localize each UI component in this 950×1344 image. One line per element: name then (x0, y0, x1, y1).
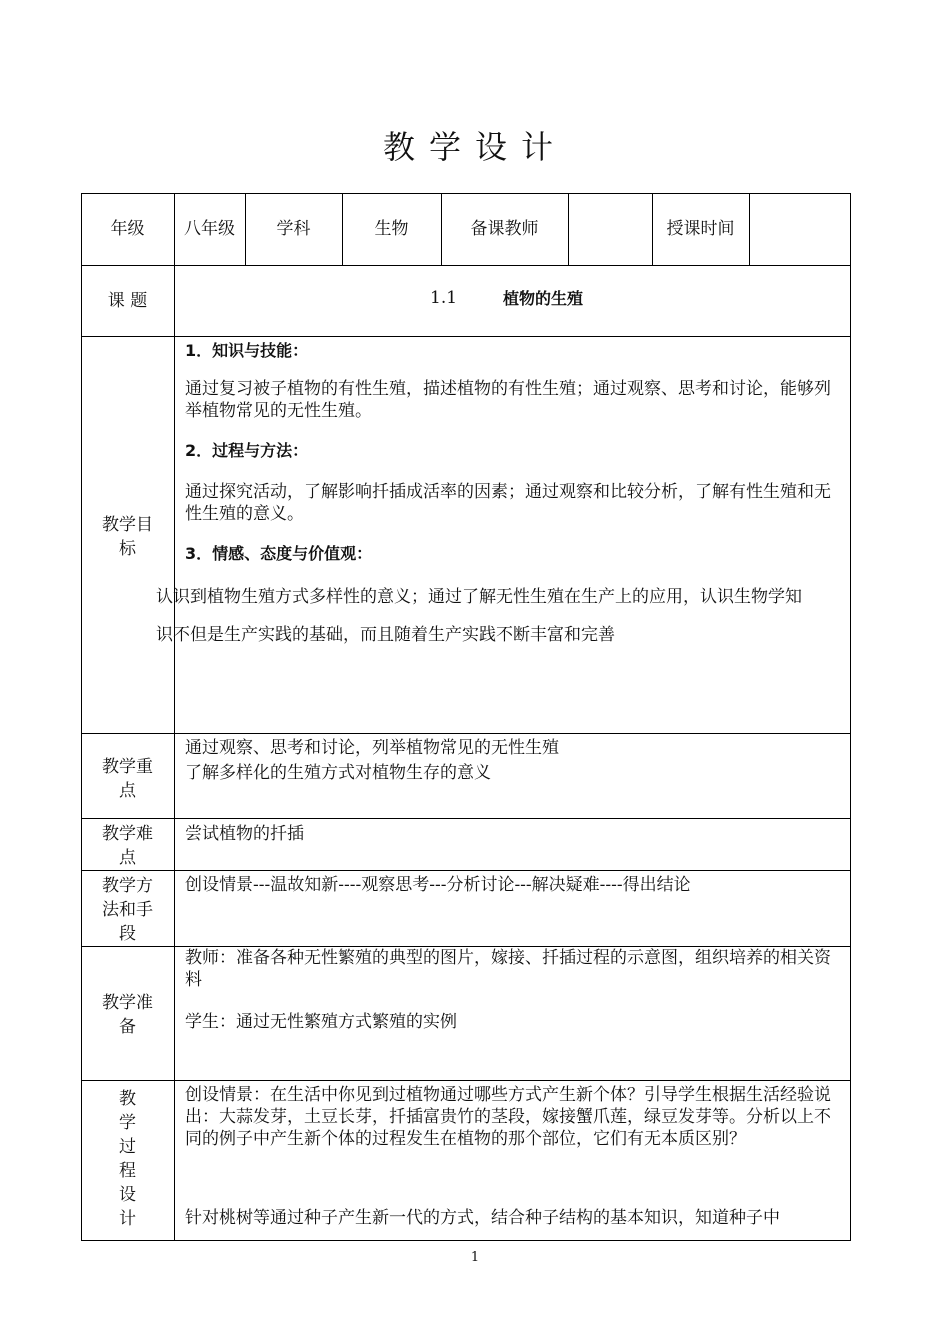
key-point-2: 了解多样化的生殖方式对植物生存的意义 (185, 763, 491, 783)
preparation-student: 学生：通过无性繁殖方式繁殖的实例 (185, 1012, 457, 1032)
process-label-char-5: 设 (119, 1185, 136, 1205)
key-point-1: 通过观察、思考和讨论，列举植物常见的无性生殖 (185, 738, 559, 758)
subject-value: 生物 (374, 219, 409, 239)
process-label-char-4: 程 (119, 1161, 136, 1181)
objective-paragraph-2: 通过探究活动，了解影响扦插成活率的因素；通过观察和比较分析，了解有性生殖和无性生殖的意义。 (185, 482, 831, 524)
objective-heading-3: 3．情感、态度与价值观： (185, 544, 373, 563)
topic-name: 植物的生殖 (503, 289, 584, 308)
topic-label: 课 题 (107, 291, 148, 311)
teacher-label: 备课教师 (470, 219, 539, 239)
difficulty-text: 尝试植物的扦插 (185, 824, 304, 844)
subject-label: 学科 (276, 219, 311, 239)
objective-heading-1: 1．知识与技能： (185, 341, 309, 360)
preparation-teacher: 教师：准备各种无性繁殖的典型的图片，嫁接、扦插过程的示意图，组织培养的相关资料 (185, 948, 831, 990)
objectives-label-line2: 标 (119, 539, 136, 559)
methods-label-line1: 教学方 (102, 876, 153, 896)
objective-paragraph-3-line1: 认识到植物生殖方式多样性的意义；通过了解无性生殖在生产上的应用，认识生物学知 (156, 587, 802, 607)
grade-value: 八年级 (184, 219, 235, 239)
objectives-label-line1: 教学目 (102, 515, 153, 535)
process-paragraph-1: 创设情景：在生活中你见到过植物通过哪些方式产生新个体？引导学生根据生活经验说出：大蒜发芽，土豆长芽，扦插富贵竹的茎段，嫁接蟹爪莲，绿豆发芽等。分析以上不同的例子中产生新个体的过程发生在植物的那个部位，它们有无本质区别？ (185, 1085, 831, 1149)
methods-label-line2: 法和手 (102, 900, 153, 920)
objective-heading-2: 2．过程与方法： (185, 441, 309, 460)
key-points-label-line1: 教学重 (102, 757, 153, 777)
grade-label: 年级 (110, 219, 145, 239)
preparation-label-line2: 备 (119, 1017, 136, 1037)
key-points-label-line2: 点 (119, 781, 136, 801)
objective-paragraph-3-line2: 识不但是生产实践的基础，而且随着生产实践不断丰富和完善 (156, 625, 615, 645)
preparation-label-line1: 教学准 (102, 993, 153, 1013)
document-title: 教学设计 (382, 128, 567, 166)
process-label-char-2: 学 (119, 1113, 136, 1133)
methods-label-line3: 段 (119, 924, 136, 944)
difficulties-label-line1: 教学难 (102, 824, 153, 844)
process-label-char-3: 过 (119, 1137, 136, 1157)
difficulties-label-line2: 点 (119, 848, 136, 868)
process-label-char-6: 计 (119, 1209, 136, 1229)
process-paragraph-2: 针对桃树等通过种子产生新一代的方式，结合种子结构的基本知识，知道种子中 (185, 1208, 780, 1228)
methods-text: 创设情景---温故知新----观察思考---分析讨论---解决疑难----得出结论 (185, 875, 691, 895)
objective-paragraph-1: 通过复习被子植物的有性生殖，描述植物的有性生殖；通过观察、思考和讨论，能够列举植物常见的无性生殖。 (185, 379, 831, 421)
time-label: 授课时间 (666, 219, 735, 239)
page-number: 1 (470, 1250, 480, 1265)
process-label-char-1: 教 (119, 1089, 136, 1109)
topic-number: 1.1 (430, 288, 458, 308)
